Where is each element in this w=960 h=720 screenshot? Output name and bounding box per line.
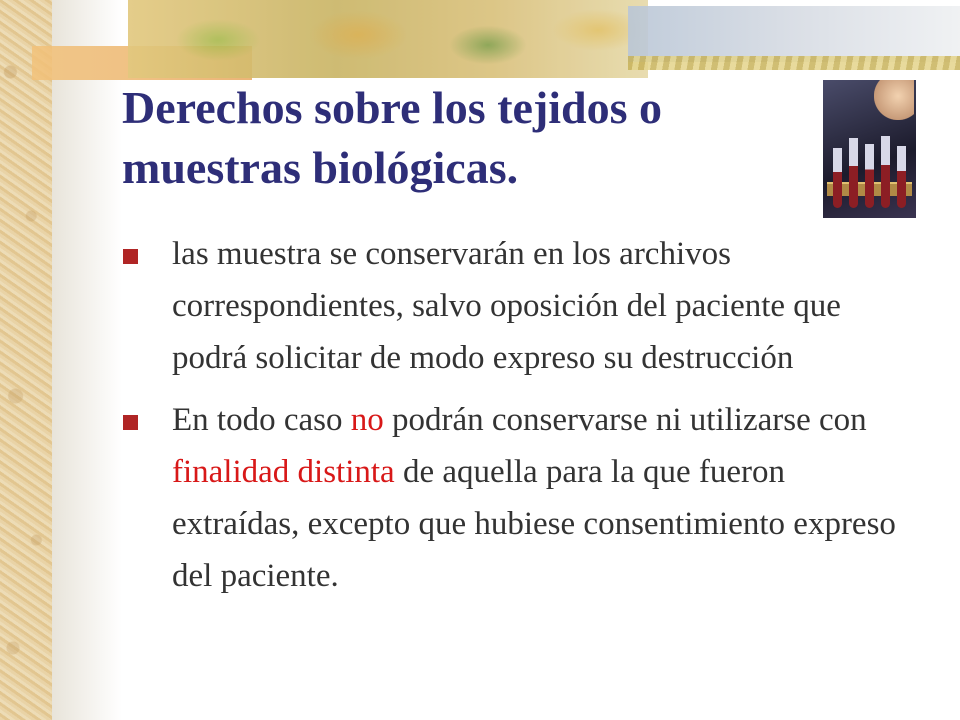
test-tube <box>849 138 858 208</box>
decorative-banner <box>108 0 960 82</box>
slide-title: Derechos sobre los tejidos o muestras biológicas. <box>122 82 663 193</box>
test-tube <box>833 148 842 208</box>
bullet-item <box>120 394 920 602</box>
bullet-text-part: En todo caso <box>172 402 351 438</box>
banner-blue-band <box>628 6 960 62</box>
test-tubes-image <box>823 80 916 218</box>
square-bullet-icon <box>123 415 138 430</box>
highlight-no: no <box>350 402 384 438</box>
parchment-background <box>0 0 52 720</box>
banner-gold-strip <box>628 56 960 70</box>
highlight-finalidad-distinta: finalidad distinta <box>172 454 395 490</box>
test-tube <box>897 146 906 208</box>
test-tube <box>865 144 874 208</box>
background-fade <box>52 0 122 720</box>
hand-icon <box>874 80 914 120</box>
banner-leaves <box>128 0 648 78</box>
bullet-text-part: de aquella para la que fueron extraídas, excepto que hubiese consentimiento expreso del paciente. <box>172 454 896 594</box>
bullet-item <box>120 228 920 384</box>
square-bullet-icon <box>123 249 138 264</box>
bullet-list <box>120 228 920 602</box>
bullet-text-part: podrán conservarse ni utilizarse con <box>383 402 867 438</box>
bullet-text: las muestra se conservarán en los archivos correspondientes, salvo oposición del paciente que podrá solicitar de modo expreso su destrucción <box>172 236 841 376</box>
test-tube <box>881 136 890 208</box>
